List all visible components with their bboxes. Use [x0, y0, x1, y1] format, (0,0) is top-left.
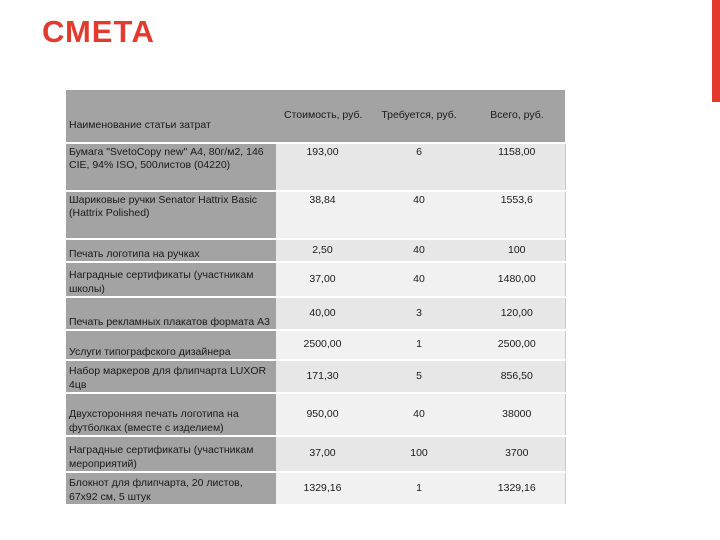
item-name-cell: Наградные сертификаты (участникам школы)	[66, 262, 276, 297]
table-row	[66, 143, 565, 191]
table-row	[66, 472, 565, 505]
column-header-qty: Требуется, руб.	[369, 90, 469, 143]
table-header-row	[66, 90, 565, 143]
table-row	[66, 262, 565, 297]
qty-cell: 3	[369, 297, 469, 330]
total-cell: 856,50	[469, 360, 565, 393]
qty-cell: 40	[369, 262, 469, 297]
total-cell: 120,00	[469, 297, 565, 330]
item-name-cell: Услуги типографского дизайнера	[66, 330, 276, 360]
table-row	[66, 330, 565, 360]
cost-cell: 37,00	[276, 262, 369, 297]
qty-cell: 1	[369, 472, 469, 505]
total-cell: 1553,6	[469, 191, 565, 239]
cost-cell: 193,00	[276, 143, 369, 191]
table-row	[66, 191, 565, 239]
column-header-name: Наименование статьи затрат	[66, 90, 276, 143]
qty-cell: 40	[369, 239, 469, 262]
accent-bar	[712, 0, 720, 102]
total-cell: 3700	[469, 436, 565, 472]
total-cell: 1329,16	[469, 472, 565, 505]
qty-cell: 1	[369, 330, 469, 360]
cost-cell: 37,00	[276, 436, 369, 472]
column-header-cost: Стоимость, руб.	[276, 90, 369, 143]
qty-cell: 5	[369, 360, 469, 393]
table-row	[66, 239, 565, 262]
item-name-cell: Печать рекламных плакатов формата А3	[66, 297, 276, 330]
cost-cell: 40,00	[276, 297, 369, 330]
cost-cell: 2,50	[276, 239, 369, 262]
cost-cell: 171,30	[276, 360, 369, 393]
total-cell: 2500,00	[469, 330, 565, 360]
total-cell: 1158,00	[469, 143, 565, 191]
cost-cell: 1329,16	[276, 472, 369, 505]
table-row	[66, 393, 565, 436]
table-row	[66, 297, 565, 330]
total-cell: 38000	[469, 393, 565, 436]
cost-cell: 2500,00	[276, 330, 369, 360]
table-row	[66, 360, 565, 393]
column-header-total: Всего, руб.	[469, 90, 565, 143]
total-cell: 100	[469, 239, 565, 262]
qty-cell: 6	[369, 143, 469, 191]
total-cell: 1480,00	[469, 262, 565, 297]
item-name-cell: Печать логотипа на ручках	[66, 239, 276, 262]
item-name-cell: Бумага "SvetoCopy new" А4, 80г/м2, 146 CIE, 94% ISO, 500листов (04220)	[66, 143, 276, 191]
cost-cell: 950,00	[276, 393, 369, 436]
cost-table	[66, 90, 566, 506]
page-title: СМЕТА	[42, 14, 155, 49]
qty-cell: 100	[369, 436, 469, 472]
item-name-cell: Набор маркеров для флипчарта LUXOR 4цв	[66, 360, 276, 393]
qty-cell: 40	[369, 191, 469, 239]
item-name-cell: Шариковые ручки Senator Hattrix Basic (Hattrix Polished)	[66, 191, 276, 239]
item-name-cell: Наградные сертификаты (участникам мероприятий)	[66, 436, 276, 472]
item-name-cell: Блокнот для флипчарта, 20 листов, 67х92 см, 5 штук	[66, 472, 276, 505]
cost-cell: 38,84	[276, 191, 369, 239]
table-row	[66, 436, 565, 472]
item-name-cell: Двухсторонняя печать логотипа на футболках (вместе с изделием)	[66, 393, 276, 436]
qty-cell: 40	[369, 393, 469, 436]
